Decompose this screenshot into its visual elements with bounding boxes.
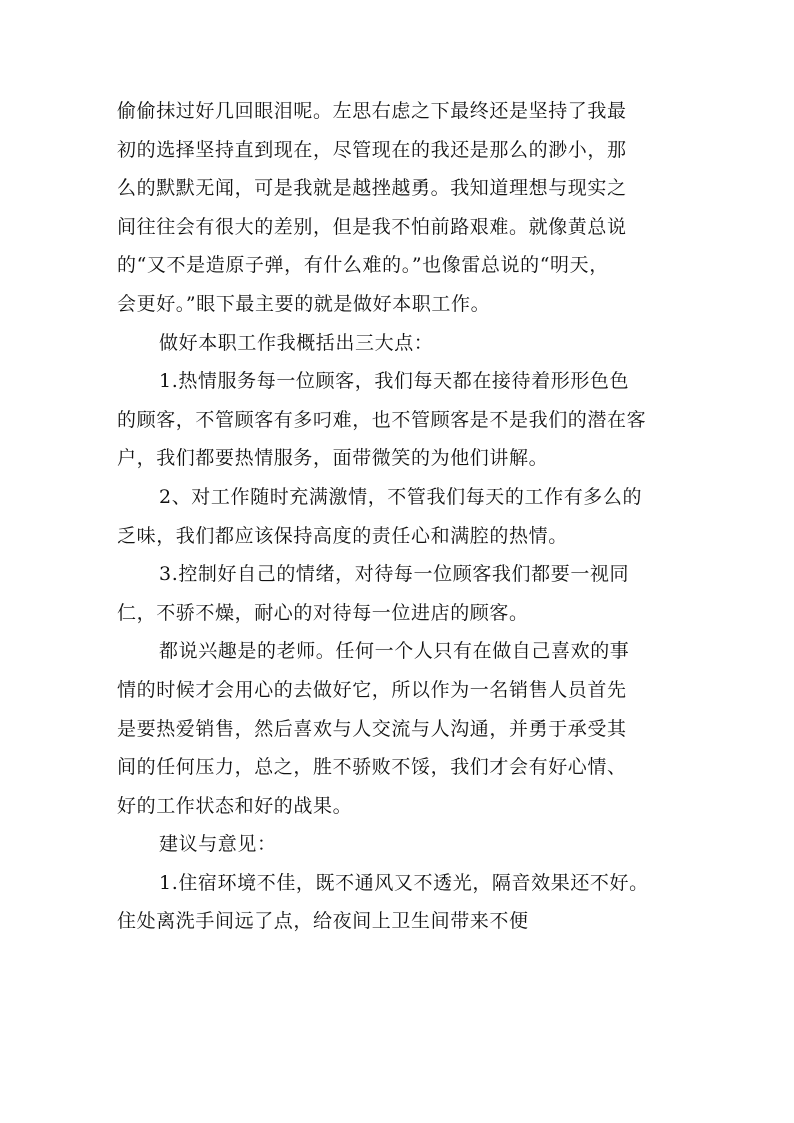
suggestion-item-1: 1.住宿环境不佳，既不通风又不透光，隔音效果还不好。	[159, 871, 649, 894]
text-line: 么的默默无闻，可是我就是越挫越勇。我知道理想与现实之	[117, 177, 627, 200]
list-item-3: 3.控制好自己的情绪，对待每一位顾客我们都要一视同	[159, 563, 630, 586]
text-line: 好的工作状态和好的战果。	[117, 794, 353, 817]
section-heading: 建议与意见：	[159, 833, 277, 856]
text-line: 初的选择坚持直到现在，尽管现在的我还是那么的渺小，那	[117, 138, 627, 161]
text-line: 的“又不是造原子弹，有什么难的。”也像雷总说的“明天，	[117, 254, 609, 277]
list-item-1: 1.热情服务每一位顾客，我们每天都在接待着形形色色	[159, 370, 630, 393]
text-line: 情的时候才会用心的去做好它，所以作为一名销售人员首先	[117, 678, 627, 701]
text-line: 间的任何压力，总之，胜不骄败不馁，我们才会有好心情、	[117, 756, 627, 779]
paragraph-start: 都说兴趣是的老师。任何一个人只有在做自己喜欢的事	[159, 640, 630, 663]
text-line: 户，我们都要热情服务，面带微笑的为他们讲解。	[117, 447, 549, 470]
text-line: 会更好。”眼下最主要的就是做好本职工作。	[117, 292, 491, 315]
text-line: 间往往会有很大的差别，但是我不怕前路艰难。就像黄总说	[117, 215, 627, 238]
text-line: 偷偷抹过好几回眼泪呢。左思右虑之下最终还是坚持了我最	[117, 100, 627, 122]
text-line: 是要热爱销售，然后喜欢与人交流与人沟通，并勇于承受其	[117, 717, 627, 740]
text-line: 仁，不骄不燥，耐心的对待每一位进店的顾客。	[117, 601, 529, 624]
paragraph-heading: 做好本职工作我概括出三大点：	[159, 331, 434, 354]
list-item-2: 2、对工作随时充满激情，不管我们每天的工作有多么的	[159, 485, 643, 508]
document-body	[117, 92, 677, 941]
text-line: 的顾客，不管顾客有多叼难，也不管顾客是不是我们的潜在客	[117, 408, 647, 431]
text-line: 住处离洗手间远了点，给夜间上卫生间带来不便	[117, 910, 529, 933]
text-line: 乏味，我们都应该保持高度的责任心和满腔的热情。	[117, 524, 568, 547]
